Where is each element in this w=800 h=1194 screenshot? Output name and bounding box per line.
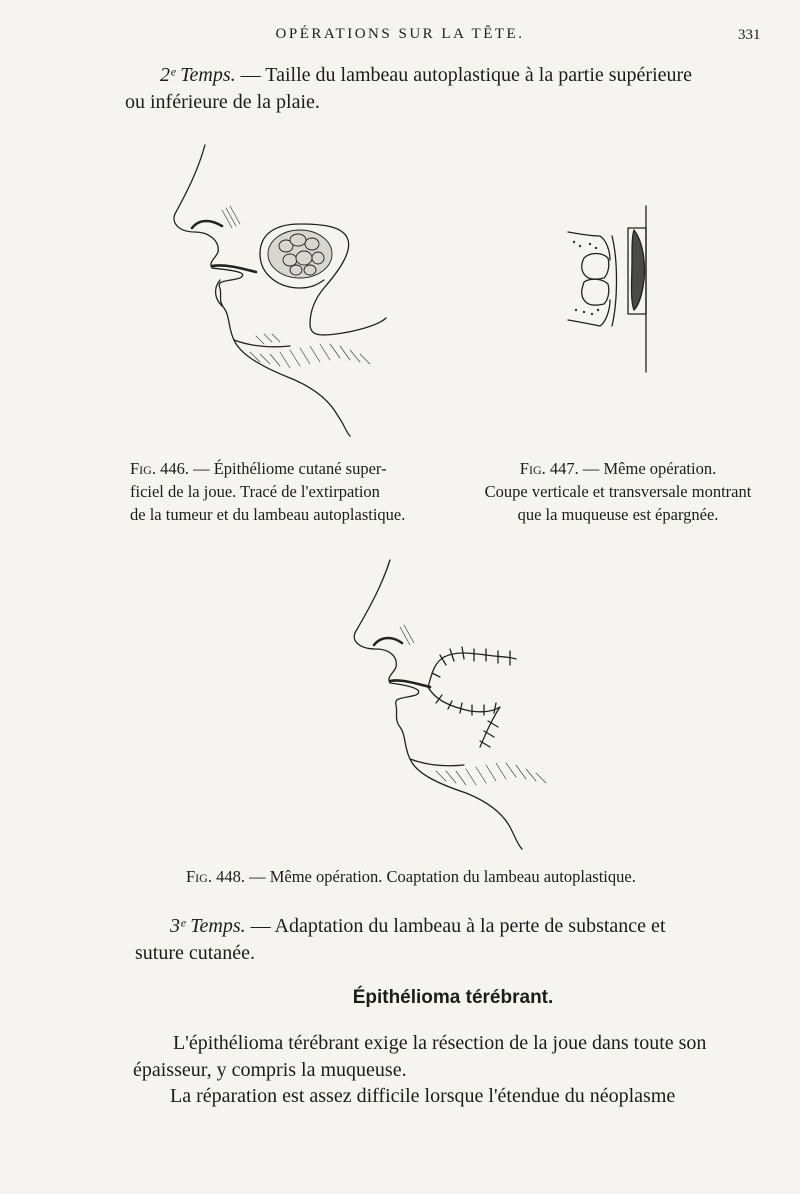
fig-446-text1: — Épithéliome cutané super- (188, 459, 387, 478)
step2-line2: ou inférieure de la plaie. (125, 91, 320, 113)
fig-447-text3: que la muqueuse est épargnée. (517, 505, 719, 524)
page-number: 331 (738, 27, 761, 43)
step3-line1 (170, 913, 666, 939)
fig-447-text1: — Même opération. (578, 459, 717, 478)
figure-446-illustration (160, 140, 400, 440)
running-title: OPÉRATIONS SUR LA TÊTE. (275, 26, 525, 42)
fig-448-label: Fig. 448. (186, 867, 245, 886)
fig-448-text1: — Même opération. Coaptation du lambeau autoplastique. (244, 867, 636, 886)
para1-line1: L'épithélioma térébrant exige la résection de la joue dans toute son (173, 1032, 707, 1054)
figure-448-illustration (340, 555, 570, 855)
step3-label: 3ᵉ Temps. (170, 915, 246, 937)
fig-447-label: Fig. 447. (519, 459, 579, 478)
fig-446-text3: de la tumeur et du lambeau autoplastique. (130, 505, 406, 524)
step2-line1 (160, 62, 692, 88)
fig-447-text2: Coupe verticale et transversale montrant (484, 482, 752, 501)
para1-line2: épaisseur, y compris la muqueuse. (133, 1059, 407, 1081)
step2-text1: — Taille du lambeau autoplastique à la partie supérieure (235, 64, 693, 86)
fig-446-text2: ficiel de la joue. Tracé de l'extirpation (130, 482, 380, 501)
para2-line1: La réparation est assez difficile lorsque l'étendue du néoplasme (170, 1085, 676, 1107)
step3-text1: — Adaptation du lambeau à la perte de substance et (245, 915, 666, 937)
step3-line2: suture cutanée. (135, 942, 255, 964)
caption-fig-447 (458, 457, 778, 526)
caption-fig-448 (186, 865, 636, 888)
fig-446-label: Fig. 446. (130, 459, 189, 478)
section-heading: Épithélioma térébrant. (352, 987, 554, 1008)
figure-447-illustration (560, 200, 670, 380)
caption-fig-446 (130, 457, 440, 526)
step2-label: 2ᵉ Temps. (160, 64, 236, 86)
